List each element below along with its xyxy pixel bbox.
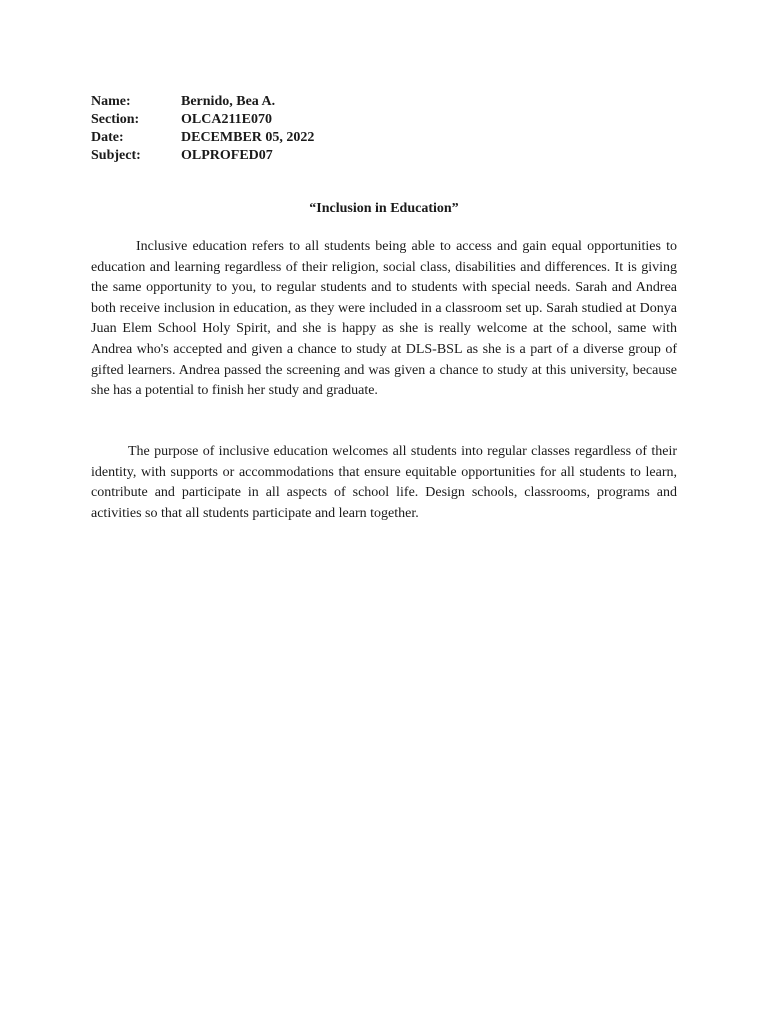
section-value: OLCA211E070 bbox=[181, 112, 273, 127]
date-row bbox=[91, 129, 491, 147]
subject-value: OLPROFED07 bbox=[181, 148, 273, 163]
name-label: Name: bbox=[91, 94, 131, 109]
subject-row bbox=[91, 147, 491, 165]
date-label: Date: bbox=[91, 130, 124, 145]
body-paragraph-2: The purpose of inclusive education welcomes all students into regular classes regardless of their identity, with supports or accommodations that ensure equitable opportunities for all students to learn, contribute and participate in all aspects of school life. Design schools, classrooms, programs and activities so that all students participate and learn together. bbox=[91, 444, 677, 521]
section-label: Section: bbox=[91, 112, 140, 127]
name-value: Bernido, Bea A. bbox=[181, 94, 276, 109]
name-row bbox=[91, 93, 491, 111]
subject-label: Subject: bbox=[91, 148, 141, 163]
essay-title: “Inclusion in Education” bbox=[309, 201, 459, 216]
date-value: DECEMBER 05, 2022 bbox=[181, 130, 315, 145]
student-info-header bbox=[91, 93, 491, 165]
body-paragraph-1: Inclusive education refers to all students being able to access and gain equal opportunities to education and learning regardless of their religion, social class, disabilities and differences. It is giving the same opportunity to you, to regular students and to students with special needs. Sarah and Andrea both receive inclusion in education, as they were included in a classroom set up. Sarah studied at Donya Juan Elem School Holy Spirit, and she is happy as she is really welcome at the school, same with Andrea who's accepted and given a chance to study at DLS-BSL as she is a part of a diverse group of gifted learners. Andrea passed the screening and was given a chance to study at this university, because she has a potential to finish her study and graduate. bbox=[91, 239, 677, 399]
section-row bbox=[91, 111, 491, 129]
